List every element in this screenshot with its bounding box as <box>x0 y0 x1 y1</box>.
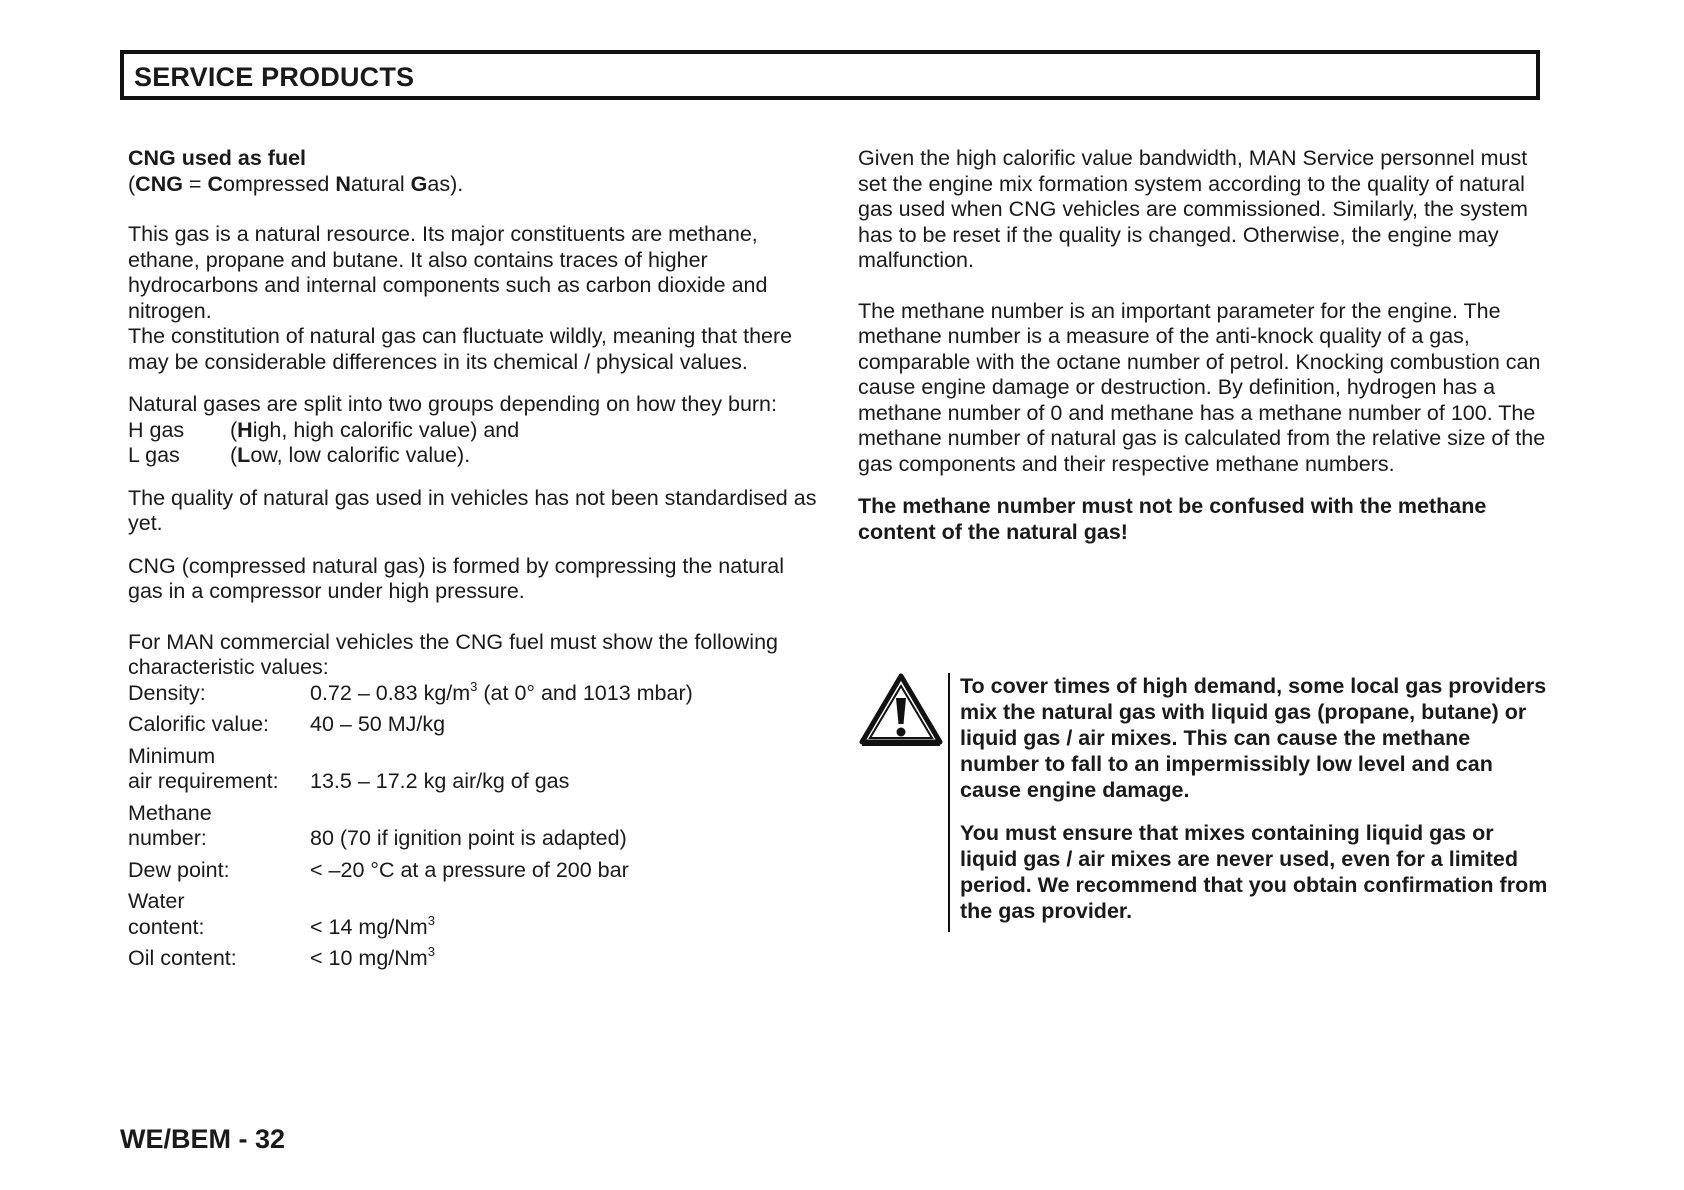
warning-text-2: You must ensure that mixes containing liquid gas or liquid gas / air mixes are never used, even for a limited period. We recommend that you obtain confirmation from the gas provider. <box>960 821 1548 923</box>
section-header <box>120 50 1540 100</box>
methane-note: The methane number must not be confused with the methane content of the natural gas! <box>858 494 1487 544</box>
cng-definition: (CNG = Compressed Natural Gas). <box>128 171 464 196</box>
gas-l-name: L gas <box>128 443 180 467</box>
warning-box <box>948 673 1550 932</box>
gas-l-desc: (Low, low calorific value). <box>230 443 471 467</box>
paragraph-resource: This gas is a natural resource. Its major constituents are methane, ethane, propane and butane. It also contains traces of higher hydrocarbons and internal components such as carbon dioxide and nitrogen. <box>128 222 768 323</box>
cng-heading: CNG used as fuel <box>128 146 307 170</box>
spec-air: Minimum air requirement: 13.5 – 17.2 kg air/kg of gas <box>128 743 570 793</box>
spec-table <box>128 678 818 972</box>
paragraph-characteristics: For MAN commercial vehicles the CNG fuel must show the following characteristic values: <box>128 629 778 679</box>
paragraph-groups: Natural gases are split into two groups depending on how they burn: <box>128 392 777 416</box>
spec-water: Water content: < 14 mg/Nm$^3$ <box>128 889 435 939</box>
gas-h-row <box>128 418 818 444</box>
paragraph-quality: The quality of natural gas used in vehicles has not been standardised as yet. <box>128 485 817 535</box>
paragraph-methane-number: The methane number is an important parameter for the engine. The methane number is a measure of the anti-knock quality of a gas, comparable with the octane number of petrol. Knocking combustion can cause engine damage or destruction. By definition, hydrogen has a methane number of 0 and methane has a methane number of 100. The methane number of natural gas is calculated from the relative size of the gas components and their respective methane numbers. <box>858 298 1546 476</box>
right-column <box>858 146 1548 545</box>
gas-h-name: H gas <box>128 417 185 442</box>
spec-density: Density: 0.72 – 0.83 $kg/m^3$ (at 0° and 1013 mbar) <box>128 678 693 705</box>
paragraph-constitution: The constitution of natural gas can fluctuate wildly, meaning that there may be considerable differences in its chemical / physical values. <box>128 324 793 374</box>
paragraph-bandwidth: Given the high calorific value bandwidth, MAN Service personnel must set the engine mix formation system according to the quality of natural gas used when CNG vehicles are commissioned. Similarly, the system has to be reset if the quality is changed. Otherwise, the engine may malfunction. <box>858 146 1528 272</box>
warning-triangle-icon <box>858 672 944 748</box>
warning-text-1: To cover times of high demand, some local gas providers mix the natural gas with liquid gas (propane, butane) or liquid gas / air mixes. This can cause the methane number to fall to an impermissibly low level and can cause engine damage. <box>960 674 1547 802</box>
page-number: WE/BEM - 32 <box>120 1124 286 1154</box>
section-title: SERVICE PRODUCTS <box>134 62 415 92</box>
spec-methane: Methane number: 80 (70 if ignition point is adapted) <box>128 800 627 850</box>
paragraph-compression: CNG (compressed natural gas) is formed by compressing the natural gas in a compressor under high pressure. <box>128 553 785 603</box>
spec-calorific: Calorific value: 40 – 50 MJ/kg <box>128 712 446 736</box>
gas-h-desc: (High, high calorific value) and <box>230 417 520 442</box>
spec-oil: Oil content: < 10 mg/Nm$^3$ <box>128 944 435 970</box>
spec-dew: Dew point: < –20 °C at a pressure of 200 bar <box>128 857 629 882</box>
gas-l-row <box>128 443 818 469</box>
left-column <box>128 146 818 972</box>
